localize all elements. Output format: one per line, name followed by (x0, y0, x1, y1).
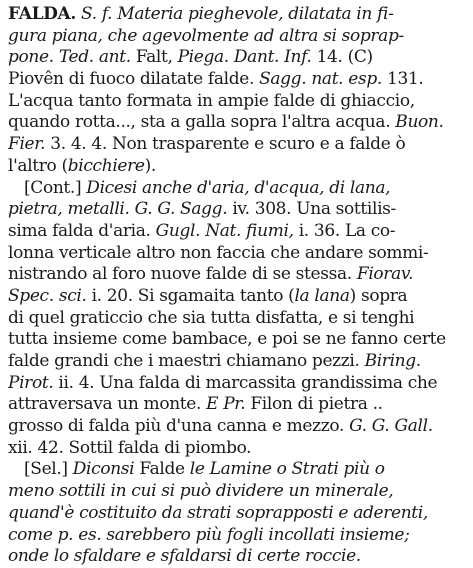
text-run: [Sel.] (24, 459, 73, 480)
text-run: le Lamine o Strati più o (189, 459, 385, 480)
text-run: di quel graticcio che sia tutta disfatta, e si tenghi (8, 307, 415, 328)
entry-line (8, 69, 466, 91)
text-run: G. G. Gall. (349, 416, 433, 437)
text-run: Falt, (130, 47, 178, 68)
text-run: Dicesi anche d'aria, d'acqua, di lana, (86, 177, 391, 198)
text-run: i. 36. La co- (293, 220, 396, 241)
entry-line (8, 4, 466, 26)
text-run: gura piana, che agevolmente ad altra si soprap- (8, 25, 404, 46)
entry-line (8, 221, 466, 243)
entry-line (8, 525, 466, 547)
text-run: tutta insieme come bambace, e poi se ne fanno certe (8, 329, 446, 350)
entry-line (8, 178, 466, 200)
entry-line (8, 373, 466, 395)
entry-line (8, 308, 466, 330)
text-run: onde lo sfaldare e sfaldarsi di certe roccie. (8, 546, 361, 567)
text-run: Falde (134, 459, 190, 480)
text-run: Pirot. (8, 372, 54, 393)
text-run: ) sopra (349, 285, 408, 306)
text-run: E Pr. (206, 394, 246, 415)
entry-line (8, 286, 466, 308)
text-run: Sagg. nat. esp. (259, 69, 382, 90)
entry-line (8, 394, 466, 416)
entry-line (8, 264, 466, 286)
entry-line (8, 199, 466, 221)
entry-line (8, 351, 466, 373)
text-run: Fier. (8, 134, 46, 155)
text-run: 131. (381, 69, 424, 90)
text-run: la lana (294, 285, 350, 306)
text-run: [Cont.] (24, 177, 87, 198)
text-run: xii. 42. Sottil falda di piombo. (8, 437, 252, 458)
text-run: Biring. (364, 351, 421, 371)
text-run: lonna verticale altro non faccia che andare sommi- (8, 242, 429, 263)
text-run: i. 20. Si sgamaita tanto ( (86, 285, 295, 306)
entry-line (8, 481, 466, 503)
dictionary-entry (8, 4, 466, 568)
entry-line (8, 438, 466, 460)
text-run: ii. 4. Una falda di marcassita grandissima che (53, 372, 438, 393)
entry-line (8, 329, 466, 351)
text-run: Diconsi (72, 459, 135, 480)
text-run: pone. Ted. ant. (8, 47, 131, 68)
text-run: Fiorav. (356, 264, 414, 285)
entry-line (8, 134, 466, 156)
text-run: quando rotta..., sta a galla sopra l'altra acqua. (8, 112, 396, 133)
entry-line (8, 243, 466, 265)
text-run: attraversava un monte. (8, 394, 207, 415)
text-run: Filon di pietra .. (245, 394, 383, 415)
text-run: iv. 308. Una sottilis- (227, 199, 396, 220)
text-run: Buon. (395, 112, 444, 133)
text-run: Piega. Dant. Inf. (177, 47, 312, 68)
entry-line (8, 91, 466, 113)
text-run: meno sottili in cui si può dividere un minerale, (8, 481, 394, 502)
text-run: grosso di falda più d'una canna e mezzo. (8, 416, 350, 437)
entry-line (8, 503, 466, 525)
text-run: Piovên di fuoco dilatate falde. (8, 69, 260, 90)
entry-line (8, 416, 466, 438)
text-run: ). (144, 155, 156, 176)
text-run: Gugl. Nat. fiumi, (155, 220, 294, 241)
text-run: Spec. sci. (8, 285, 87, 306)
text-run: S. f. Materia pieghevole, dilatata in fi- (75, 4, 394, 24)
entry-line (8, 26, 466, 48)
entry-line (8, 47, 466, 69)
text-run: bicchiere (67, 155, 145, 176)
entry-line (8, 112, 466, 134)
text-run: quand'è costituito da strati soprapposti e aderenti, (8, 502, 428, 523)
text-run: come p. es. sarebbero più fogli incollati insieme; (8, 524, 410, 545)
entry-line (8, 156, 466, 178)
text-run: nistrando al foro nuove falde di se stessa. (8, 264, 357, 285)
text-run: l'altro ( (8, 155, 68, 176)
text-run: 3. 4. 4. Non trasparente e scuro e a falde ò (45, 134, 406, 155)
text-run: falde grandi che i maestri chiamano pezzi. (8, 351, 365, 371)
text-run: pietra, metalli. G. G. Sagg. (8, 199, 228, 220)
entry-line (8, 459, 466, 481)
entry-line (8, 546, 466, 568)
text-run: FALDA. (8, 4, 76, 24)
text-run: 14. (C) (311, 47, 373, 68)
text-run: L'acqua tanto formata in ampie falde di ghiaccio, (8, 90, 415, 111)
text-run: sima falda d'aria. (8, 220, 156, 241)
